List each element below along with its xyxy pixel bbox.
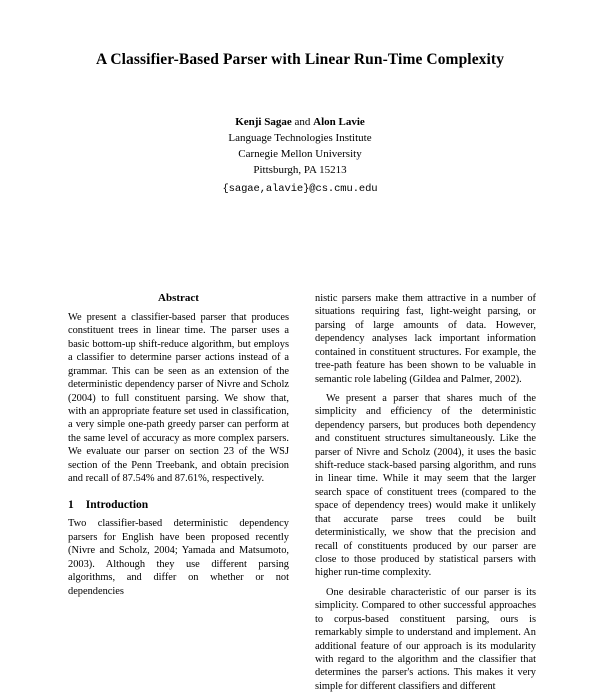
page-title: A Classifier-Based Parser with Linear Run-Time Complexity bbox=[95, 51, 505, 68]
affiliation-block bbox=[0, 131, 600, 179]
introduction-title: Introduction bbox=[85, 499, 149, 512]
paper-page bbox=[0, 50, 600, 692]
author-list bbox=[0, 116, 600, 128]
right-paragraph-1: nistic parsers make them attractive in a number of situations requiring fast, light-weight parsing, or parsing of large amounts of data. However, dependency analyses lack important information contained in constituent structures. For example, the tree-path feature has been shown to be valuable in semantic role labeling (Gildea and Palmer, 2002). bbox=[315, 293, 536, 385]
introduction-number: 1 bbox=[68, 499, 74, 512]
right-paragraph-3: One desirable characteristic of our parser is its simplicity. Compared to other successful approaches to corpus-based constituent parsing, ours is remarkably simple to understand and implement. An additional feature of our approach is its modularity with regard to the algorithm and the classifier that determines the parser's actions. This makes it very simple for different classifiers and different bbox=[315, 586, 536, 692]
affiliation-line-3: Pittsburgh, PA 15213 bbox=[253, 164, 347, 177]
author-first: Kenji Sagae bbox=[235, 116, 292, 129]
author-conjunction: and bbox=[291, 116, 314, 129]
two-column-body bbox=[68, 292, 536, 699]
affiliation-line-2: Carnegie Mellon University bbox=[238, 148, 362, 161]
author-second: Alon Lavie bbox=[313, 116, 365, 129]
right-column bbox=[315, 292, 536, 699]
abstract-heading: Abstract bbox=[158, 292, 199, 304]
right-paragraph-2: We present a parser that shares much of the simplicity and efficiency of the deterministic dependency parsers, but produces both dependency and constituent structures simultaneously. Like the parser of Nivre and Scholz (2004), it uses the basic shift-reduce stack-based parsing algorithm, and runs in linear time. While it may seem that the larger search space of constituent trees (compared to the space of dependency trees) would make it unlikely that accurate parse trees could be built deterministically, we show that the precision and recall of constituents produced by our parser are close to those produced by statistical parsers with higher run-time complexity. bbox=[315, 392, 536, 579]
contact-email: {sagae,alavie}@cs.cmu.edu bbox=[222, 182, 378, 195]
introduction-heading bbox=[68, 499, 289, 511]
left-column bbox=[68, 292, 289, 699]
affiliation-line-1: Language Technologies Institute bbox=[228, 132, 372, 145]
introduction-paragraph-1: Two classifier-based deterministic dependency parsers for English have been proposed recently (Nivre and Scholz, 2004; Yamada and Matsumoto, 2003). Although they use different parsing algorithms, and differ on whether or not dependencies bbox=[68, 518, 289, 597]
abstract-text: We present a classifier-based parser that produces constituent trees in linear time. The parser uses a basic bottom-up shift-reduce algorithm, but employs a classifier to determine parser actions instead of a grammar. This can be seen as an extension of the deterministic dependency parser of Nivre and Scholz (2004) to full constituent parsing. We show that, with an appropriate feature set used in classification, a very simple one-path greedy parser can perform at the same level of accuracy as more complex parsers. We evaluate our parser on section 23 of the WSJ section of the Penn Treebank, and obtain precision and recall of 87.54% and 87.61%, respectively. bbox=[68, 312, 289, 485]
